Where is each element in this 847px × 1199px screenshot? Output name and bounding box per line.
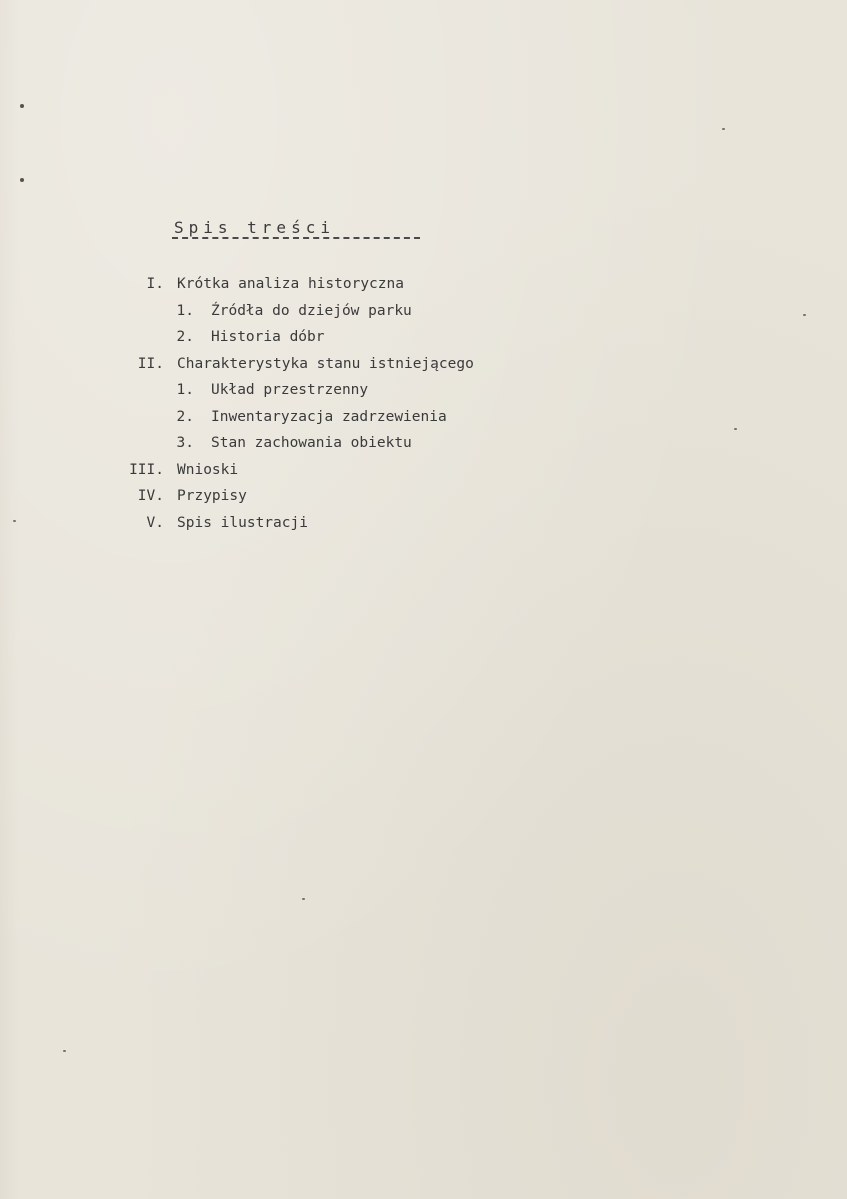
toc-entry-title: Źródła do dziejów parku: [211, 302, 412, 319]
paper-speck: [302, 898, 305, 900]
toc-entry-number: III.: [129, 461, 164, 478]
paper-speck: [803, 314, 806, 316]
title-underline: [172, 237, 420, 239]
toc-entry-title: Inwentaryzacja zadrzewienia: [211, 408, 447, 425]
toc-entry-number: 1.: [176, 382, 194, 398]
toc-entry-number: 2.: [176, 329, 194, 345]
binding-hole: [20, 178, 24, 182]
toc-entry-number: 3.: [176, 435, 194, 451]
paper-speck: [722, 128, 725, 130]
toc-entry-title: Przypisy: [177, 488, 247, 504]
toc-entry-number: I.: [146, 276, 164, 292]
toc-entry-title: Układ przestrzenny: [211, 382, 369, 398]
page-title: Spis treści: [174, 218, 335, 237]
toc-entry-title: Krótka analiza historyczna: [177, 276, 404, 292]
toc-entry-number: V.: [146, 514, 164, 531]
toc-entry-number: IV.: [137, 488, 164, 504]
paper-speck: [734, 428, 737, 430]
toc-entry-title: Historia dóbr: [211, 329, 325, 345]
toc-entry-number: 1.: [176, 302, 194, 319]
toc-entry-number: II.: [137, 355, 164, 372]
toc-entry-number: 2.: [176, 408, 194, 425]
toc-entry-title: Spis ilustracji: [177, 514, 308, 531]
toc-entry-title: Charakterystyka stanu istniejącego: [177, 355, 474, 372]
toc-entry-title: Stan zachowania obiektu: [211, 435, 412, 451]
paper-speck: [63, 1050, 66, 1052]
paper-speck: [13, 520, 16, 522]
toc-entry-title: Wnioski: [177, 461, 239, 478]
binding-hole: [20, 104, 24, 108]
